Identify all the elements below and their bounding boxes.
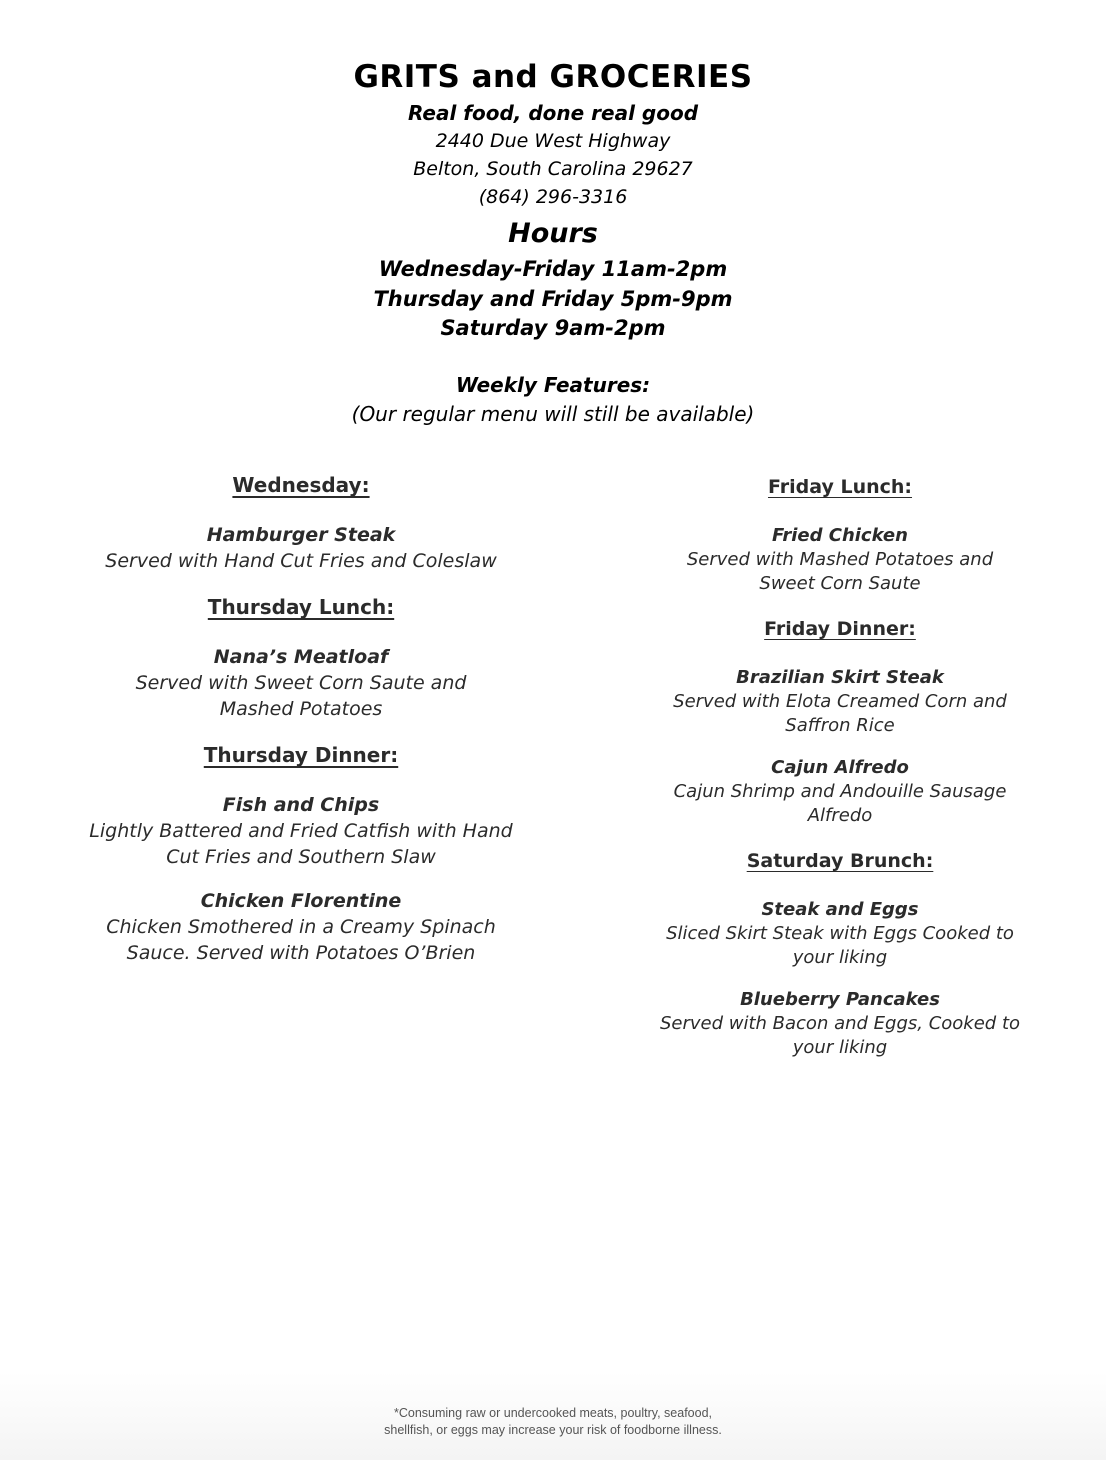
right-menu-column	[620, 472, 1060, 1060]
dish-name: Fish and Chips	[222, 794, 380, 816]
dish-name: Hamburger Steak	[206, 524, 396, 546]
dish-description: Served with Elota Creamed Corn and	[673, 691, 1007, 712]
address-line-2: Belton, South Carolina 29627	[413, 158, 693, 180]
menu-header	[0, 55, 1106, 344]
section-heading: Friday Dinner:	[764, 618, 916, 640]
dish-description: Alfredo	[807, 805, 873, 826]
dish-description: Mashed Potatoes	[219, 698, 383, 720]
dish-description: your liking	[792, 1037, 888, 1058]
section-heading: Saturday Brunch:	[746, 850, 934, 872]
features-note: (Our regular menu will still be available)	[351, 402, 755, 426]
dish-description: Chicken Smothered in a Creamy Spinach	[106, 916, 496, 938]
disclaimer-line: *Consuming raw or undercooked meats, poultry, seafood,	[394, 1406, 712, 1420]
dish-name: Brazilian Skirt Steak	[736, 667, 944, 688]
dish-description: your liking	[792, 947, 888, 968]
disclaimer-line: shellfish, or eggs may increase your risk of foodborne illness.	[384, 1423, 722, 1437]
hours-line: Wednesday-Friday 11am-2pm	[378, 257, 728, 281]
hours-title: Hours	[508, 218, 598, 249]
dish-description: Sauce. Served with Potatoes O’Brien	[126, 942, 476, 964]
food-safety-disclaimer	[0, 1405, 1106, 1439]
restaurant-tagline: Real food, done real good	[407, 101, 699, 125]
dish-description: Served with Mashed Potatoes and	[686, 549, 994, 570]
dish-name: Cajun Alfredo	[771, 757, 909, 778]
features-title: Weekly Features:	[455, 373, 651, 397]
hours-line: Saturday 9am-2pm	[440, 316, 666, 340]
dish-name: Blueberry Pancakes	[740, 989, 940, 1010]
phone-number: (864) 296-3316	[478, 186, 628, 208]
address-line-1: 2440 Due West Highway	[435, 130, 671, 152]
dish-description: Served with Hand Cut Fries and Coleslaw	[105, 550, 497, 572]
section-heading: Thursday Dinner:	[203, 743, 399, 767]
dish-description: Cut Fries and Southern Slaw	[166, 846, 436, 868]
dish-name: Nana’s Meatloaf	[213, 646, 389, 668]
dish-description: Cajun Shrimp and Andouille Sausage	[673, 781, 1007, 802]
dish-description: Lightly Battered and Fried Catfish with Hand	[89, 820, 513, 842]
dish-name: Fried Chicken	[772, 525, 908, 546]
section-heading: Wednesday:	[232, 473, 370, 497]
restaurant-name: GRITS and GROCERIES	[353, 59, 753, 95]
hours-line: Thursday and Friday 5pm-9pm	[373, 286, 733, 311]
dish-description: Sweet Corn Saute	[759, 573, 921, 594]
dish-description: Served with Bacon and Eggs, Cooked to	[659, 1013, 1021, 1034]
section-heading: Friday Lunch:	[767, 476, 913, 498]
dish-name: Chicken Florentine	[200, 890, 402, 912]
section-heading: Thursday Lunch:	[207, 595, 395, 619]
dish-description: Saffron Rice	[785, 715, 895, 736]
dish-description: Sliced Skirt Steak with Eggs Cooked to	[666, 923, 1014, 944]
dish-description: Served with Sweet Corn Saute and	[135, 672, 467, 694]
dish-name: Steak and Eggs	[761, 899, 919, 920]
weekly-features	[0, 370, 1106, 428]
left-menu-column	[60, 470, 542, 966]
